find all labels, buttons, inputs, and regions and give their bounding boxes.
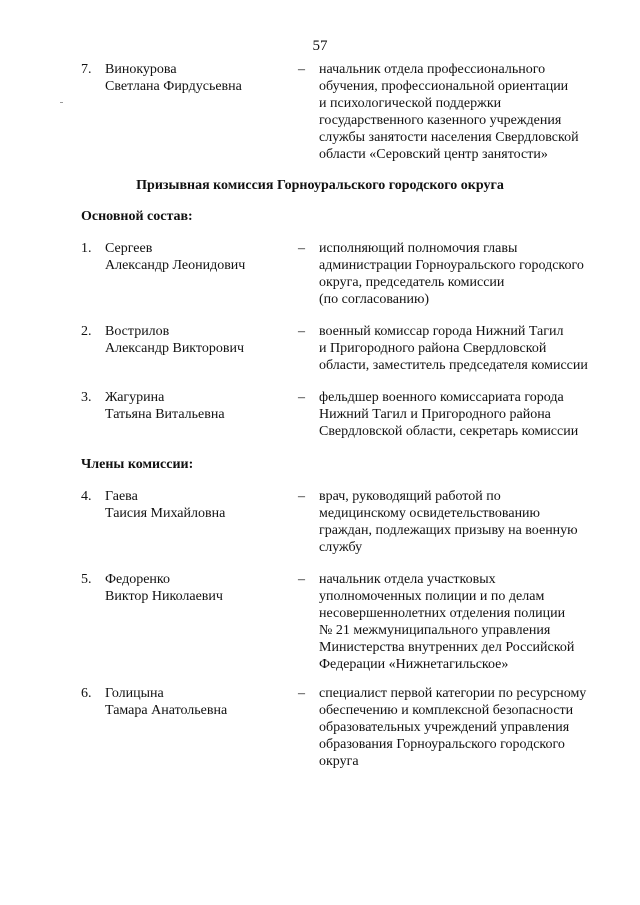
entry-dash: – xyxy=(298,62,305,77)
entry-dash: – xyxy=(298,324,305,339)
entry-description: начальник отдела профессионального обучения, профессиональной ориентации и психологической поддержки государственного казенного учреждения службы занятости населения Свердловской области «Серовский центр занятости» xyxy=(319,62,579,162)
entry-dash: – xyxy=(298,686,305,701)
entry-description: врач, руководящий работой по медицинскому освидетельствованию граждан, подлежащих призыву на военную службу xyxy=(319,489,578,555)
entry-description: исполняющий полномочия главы администрации Горноуральского городского округа, председатель комиссии (по согласованию) xyxy=(319,241,584,307)
entry-name: Винокурова Светлана Фирдусьевна xyxy=(105,62,242,94)
entry-name: Голицына Тамара Анатольевна xyxy=(105,686,228,718)
entry-dash: – xyxy=(298,390,305,405)
entry-description: начальник отдела участковых уполномоченных полиции и по делам несовершеннолетних отделения полиции № 21 межмуниципального управления Министерства внутренних дел Российской Федерации «Нижнетагильское» xyxy=(319,572,575,672)
entry-name: Сергеев Александр Леонидович xyxy=(105,241,246,273)
entry-description: фельдшер военного комиссариата города Нижний Тагил и Пригородного района Свердловской области, секретарь комиссии xyxy=(319,390,579,439)
entry-name: Гаева Таисия Михайловна xyxy=(105,489,226,521)
entry-number: 7. xyxy=(81,62,92,77)
commission-title: Призывная комиссия Горноуральского городского округа xyxy=(136,178,504,193)
entry-number: 4. xyxy=(81,489,92,504)
entry-description: специалист первой категории по ресурсному обеспечению и комплексной безопасности образовательных учреждений управления образования Горноуральского городского округа xyxy=(319,686,587,769)
entry-dash: – xyxy=(298,572,305,587)
entry-name: Жагурина Татьяна Витальевна xyxy=(105,390,225,422)
entry-number: 6. xyxy=(81,686,92,701)
main-composition-heading: Основной состав: xyxy=(81,209,193,224)
entry-number: 3. xyxy=(81,390,92,405)
entry-name: Федоренко Виктор Николаевич xyxy=(105,572,223,604)
entry-dash: – xyxy=(298,489,305,504)
members-heading: Члены комиссии: xyxy=(81,457,194,472)
entry-number: 2. xyxy=(81,324,92,339)
entry-number: 1. xyxy=(81,241,92,256)
entry-number: 5. xyxy=(81,572,92,587)
entry-dash: – xyxy=(298,241,305,256)
scan-mark xyxy=(60,102,63,103)
entry-name: Вострилов Александр Викторович xyxy=(105,324,245,356)
entry-description: военный комиссар города Нижний Тагил и Пригородного района Свердловской области, заместитель председателя комиссии xyxy=(319,324,588,373)
page-number: 57 xyxy=(312,38,328,54)
